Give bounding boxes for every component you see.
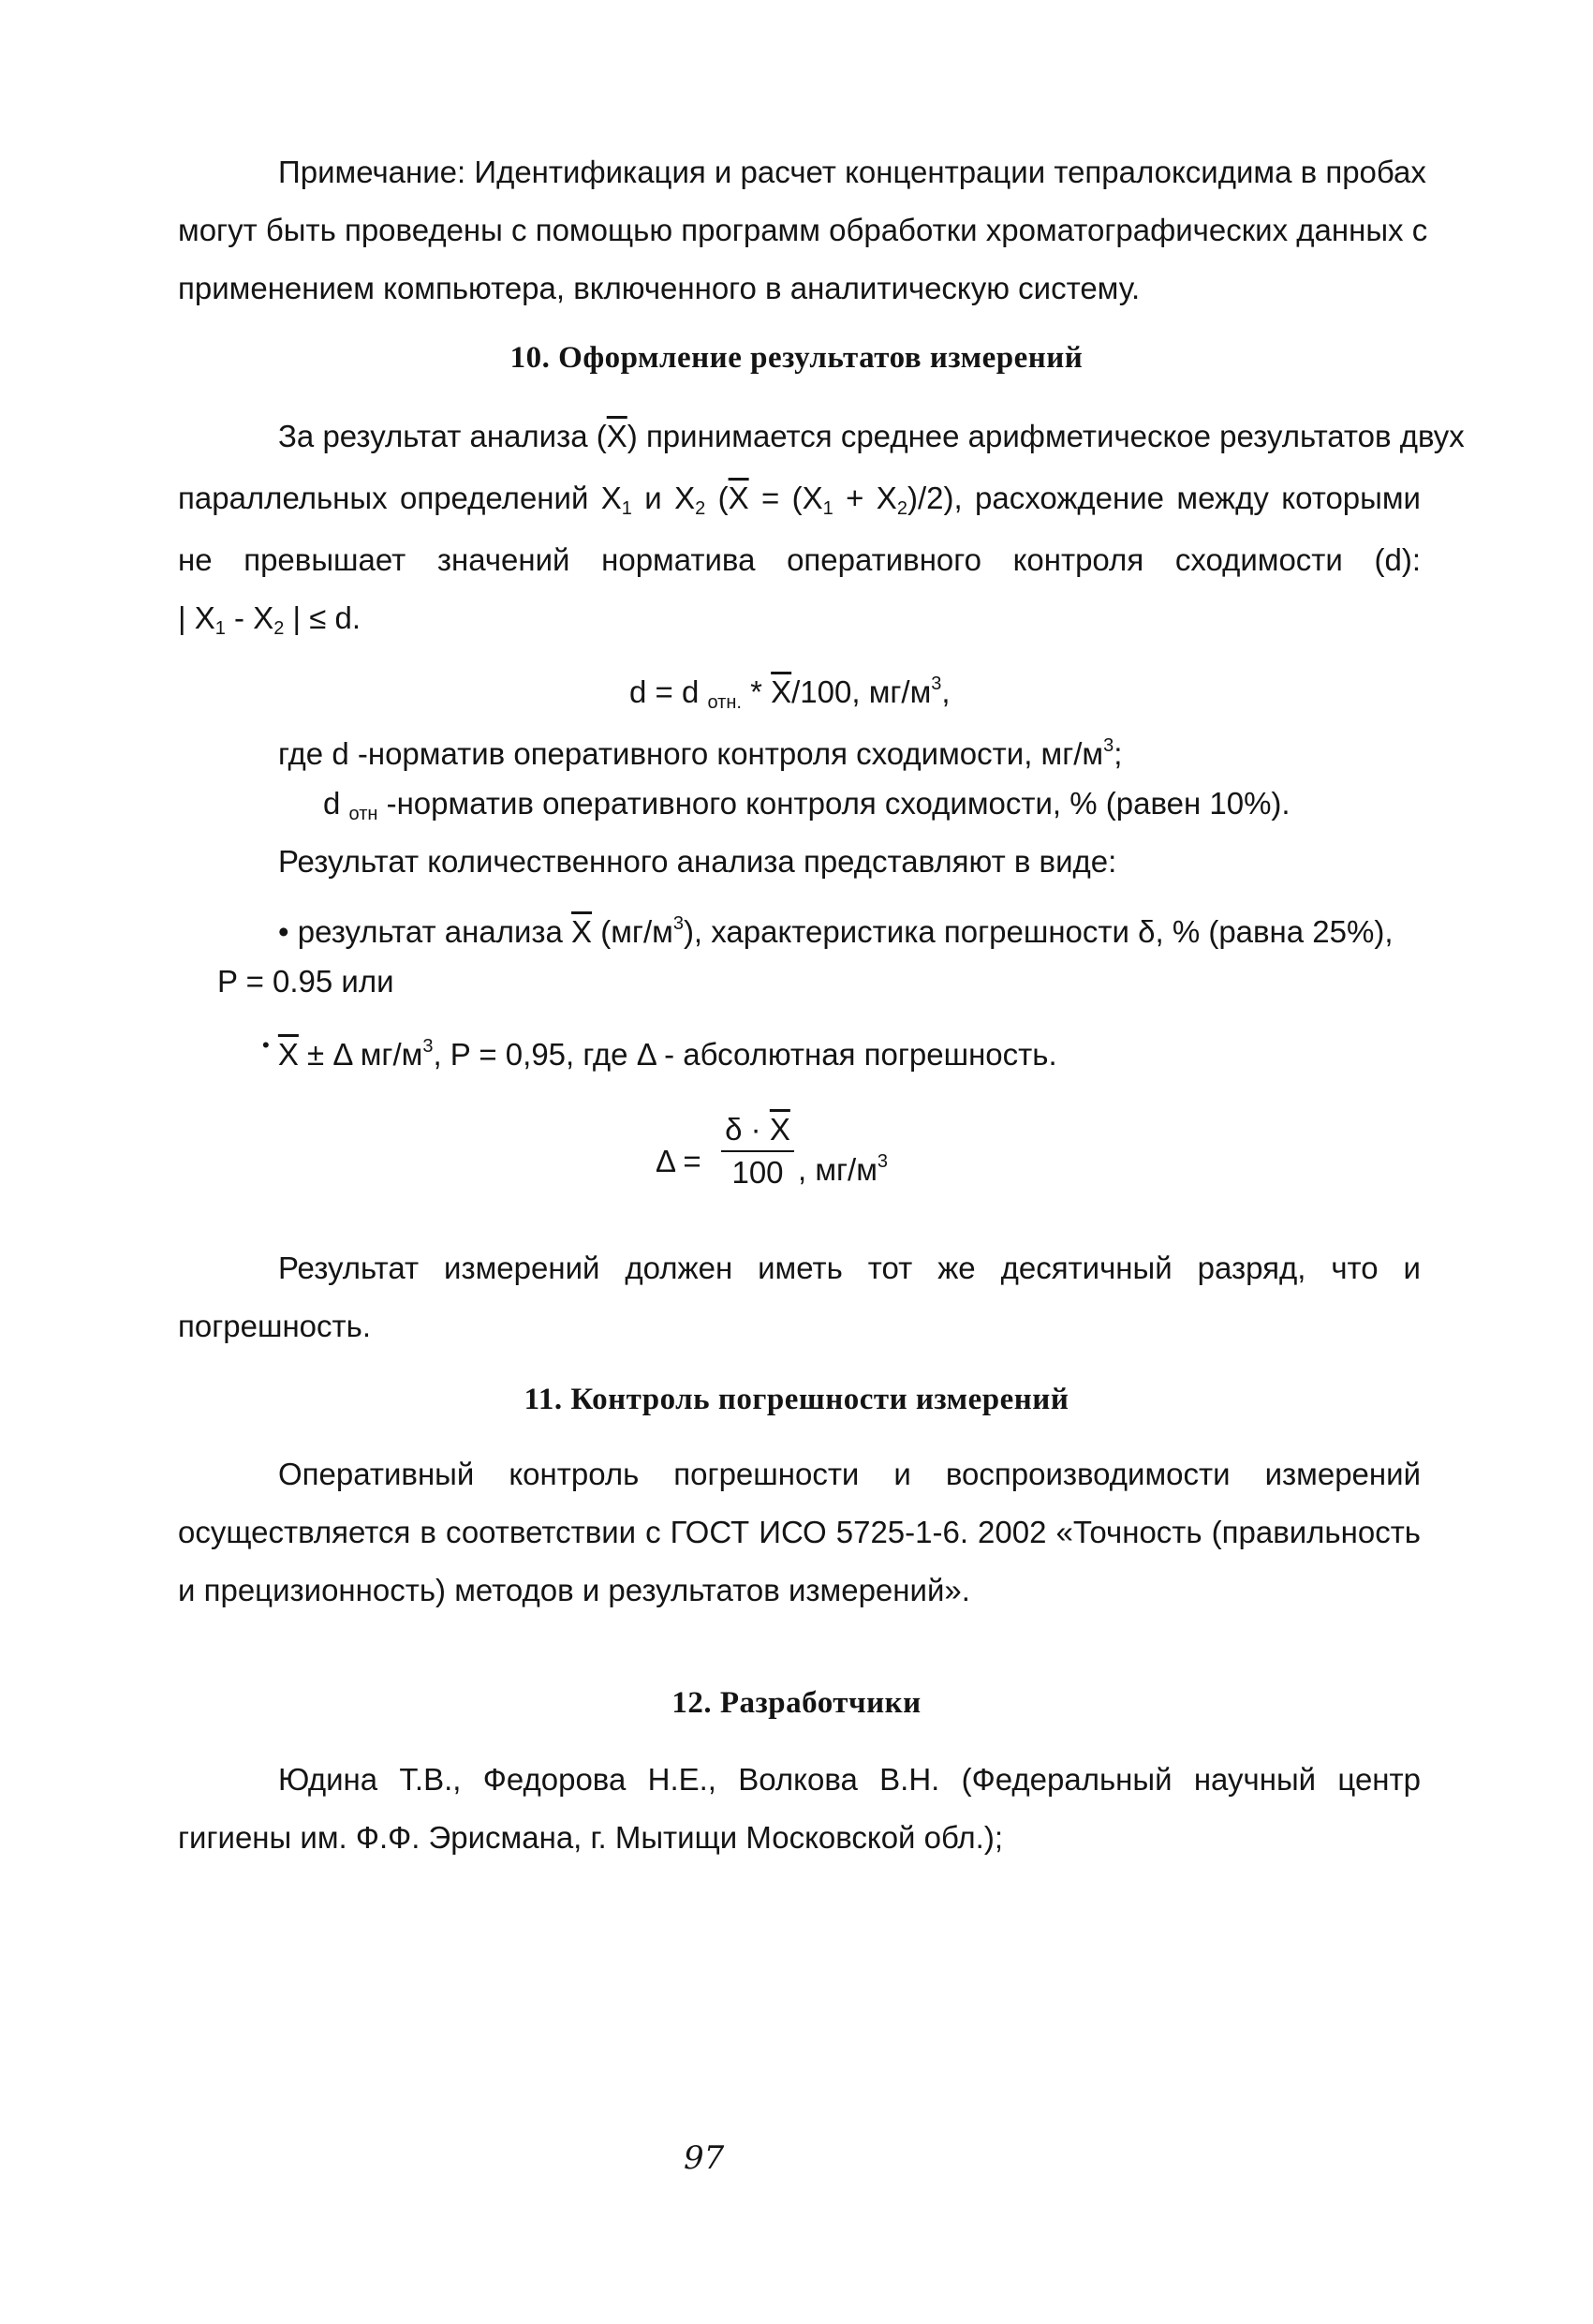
s11-line-2: осуществляется в соответствии с ГОСТ ИСО 5725-1-6. 2002 «Точность (правильность	[178, 1515, 1421, 1549]
s10-p1-line-4: | $X_1 - X_2$ | ≤ d.	[178, 600, 361, 639]
result-intro: Результат количественного анализа представляют в виде:	[278, 844, 1117, 879]
s10-p1-line-3: не превышает значений норматива оперативного контроля сходимости (d):	[178, 542, 1421, 577]
s10-p1-line-1: За результат анализа $(\overline{X})$ принимается среднее арифметическое результатов двух	[278, 419, 1465, 453]
s11-line-3: и прецизионность) методов и результатов измерений».	[178, 1573, 970, 1607]
where-d-rel: d отн -норматив оперативного контроля сходимости, % (равен 10%).	[323, 786, 1291, 824]
note-line-2: могут быть проведены с помощью программ обработки хроматографических данных с	[178, 213, 1428, 247]
page-number: 97	[684, 2139, 725, 2177]
s10-p2-line-1: Результат измерений должен иметь тот же десятичный разряд, что и	[278, 1251, 1421, 1285]
delta-fraction	[721, 1111, 794, 1192]
s10-p1-line-2: параллельных определений $X_1$ и $X_2$ $(\overline{X} = (X_1 + X_2)/2)$, расхождение между которыми	[178, 481, 1421, 519]
fraction-bar	[721, 1150, 794, 1152]
s12-line-1: Юдина Т.В., Федорова Н.Е., Волкова В.Н. (Федеральный научный центр	[278, 1762, 1421, 1797]
note-line-1: Примечание: Идентификация и расчет концентрации тепралоксидима в пробах	[278, 155, 1426, 189]
note-line-3: применением компьютера, включенного в аналитическую систему.	[178, 271, 1141, 305]
s11-line-1: Оперативный контроль погрешности и воспроизводимости измерений	[278, 1457, 1421, 1491]
delta-denominator: 100	[731, 1155, 784, 1190]
s12-line-2: гигиены им. Ф.Ф. Эрисмана, г. Мытищи Московской обл.);	[178, 1820, 1004, 1855]
bullet-1-line-2: P = 0.95 или	[217, 964, 394, 999]
section-12-title: 12. Разработчики	[671, 1686, 922, 1720]
bullet-2: • $\overline{X} \pm \Delta$ $мг/м^3$, P = 0,95, где Δ - абсолютная погрешность.	[262, 1033, 1057, 1072]
section-10-title: 10. Оформление результатов измерений	[509, 341, 1084, 375]
formula-d: d = d отн. * $\overline{X}/100$, $мг/м^3$,	[629, 674, 951, 713]
bullet-1-line-1: • результат анализа $\overline{X}$ $(мг/м^3)$, характеристика погрешности δ, % (равна 25%),	[278, 913, 1394, 949]
delta-numerator: $\delta \cdot \overline{X}$	[725, 1112, 790, 1147]
delta-lhs: Δ =	[656, 1144, 701, 1178]
s10-p2-line-2: погрешность.	[178, 1309, 371, 1343]
where-d: где d -норматив оперативного контроля сходимости, $мг/м^3$;	[278, 735, 1123, 771]
section-11-title: 11. Контроль погрешности измерений	[524, 1383, 1069, 1416]
delta-unit: , $мг/м^3$	[798, 1151, 889, 1187]
